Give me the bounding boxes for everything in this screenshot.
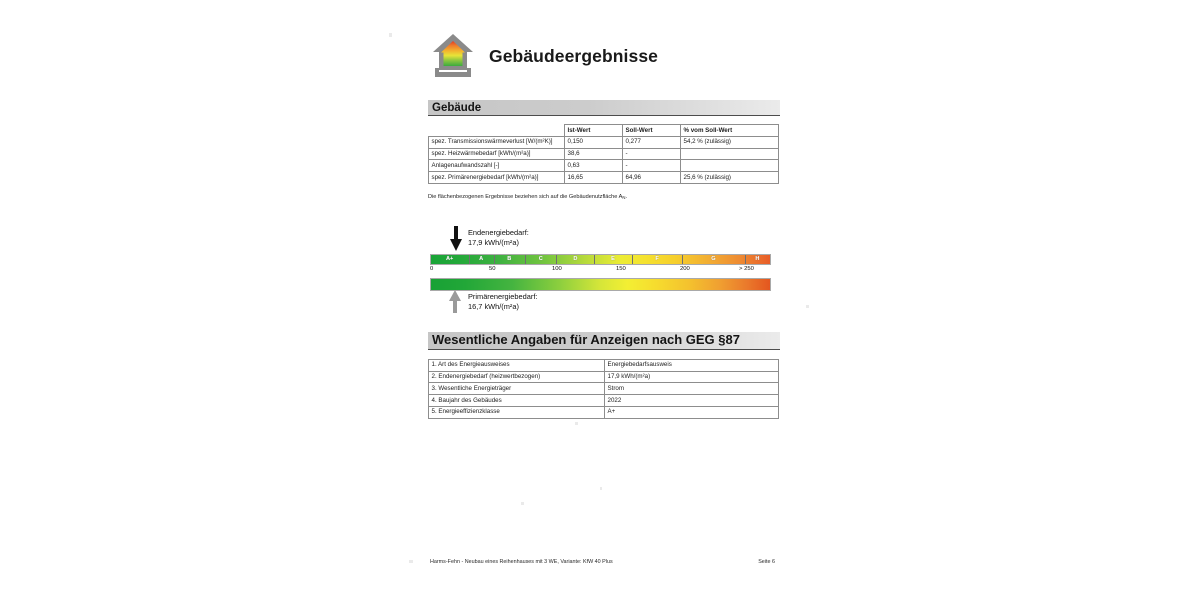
axis-tick: > 250 [739,265,754,272]
table-header-soll: Soll-Wert [623,125,681,137]
band-letter-g: G [711,256,716,263]
row-soll: 0,277 [623,136,681,148]
scan-artifact [389,33,392,37]
section-heading-geg [428,332,780,350]
row-pct [681,148,779,160]
endenergiebedarf-value: 17,9 kWh/(m²a) [468,237,519,247]
row-soll: - [623,148,681,160]
band-letter-b: B [507,256,512,263]
axis-tick: 150 [616,265,626,272]
band-divider [745,255,746,264]
row-soll: 64,96 [623,172,681,184]
band-divider [632,255,633,264]
document-content [428,30,780,419]
band-divider [494,255,495,264]
reference-area-note-subscript: N [622,194,626,200]
band-divider [556,255,557,264]
axis-tick: 100 [552,265,562,272]
geg-row-value: Energiebedarfsausweis [605,359,779,371]
primaerenergiebedarf-title: Primärenergiebedarf: [468,291,538,301]
scan-artifact [600,487,602,490]
energy-class-band [430,254,771,265]
energy-scale-chart [428,226,773,314]
primaerenergiebedarf-value: 16,7 kWh/(m²a) [468,301,519,311]
row-pct: 25,6 % (zulässig) [681,172,779,184]
row-label: spez. Transmissionswärmeverlust [W/(m²K)] [429,136,565,148]
row-label: Anlagenaufwandszahl [-] [429,160,565,172]
table-header-row [429,125,779,137]
row-soll: - [623,160,681,172]
geg-row-label: 5. Energieeffizienzklasse [429,406,605,418]
table-row [429,172,779,184]
table-row [429,406,779,418]
document-header [431,30,780,82]
row-label: spez. Primärenergiebedarf [kWh/(m²a)] [429,172,565,184]
row-ist: 0,63 [565,160,623,172]
building-results-table [428,124,779,184]
endenergiebedarf-title: Endenergiebedarf: [468,227,529,237]
geg-row-value: A+ [605,406,779,418]
footer-page-number: Seite 6 [758,559,775,565]
table-row [429,136,779,148]
section-heading-geg-label: Wesentliche Angaben für Anzeigen nach GEG §87 [432,332,740,348]
scan-artifact [575,422,578,425]
table-row [429,371,779,383]
band-letter-a-plus: A+ [445,256,454,263]
table-row [429,383,779,395]
geg-row-label: 1. Art des Energieausweises [429,359,605,371]
reference-area-note-text: Die flächenbezogenen Ergebnisse beziehen sich auf die Gebäudenutzfläche A [428,193,623,200]
band-letter-c: C [538,256,543,263]
row-ist: 0,150 [565,136,623,148]
geg-row-value: Strom [605,383,779,395]
geg-row-value: 17,9 kWh/(m²a) [605,371,779,383]
row-ist: 16,65 [565,172,623,184]
axis-tick: 50 [489,265,496,272]
house-energy-icon [431,32,475,80]
page-footer [430,559,775,565]
energy-scale-axis [430,266,771,276]
footer-project: Harms-Fehn - Neubau eines Reihenhauses mit 3 WE, Variante: KfW 40 Plus [430,559,613,565]
scan-artifact [521,502,524,505]
band-letter-f: F [655,256,659,263]
geg-row-value: 2022 [605,395,779,407]
reference-area-note [428,194,780,200]
energy-gradient-band [430,278,771,291]
band-letter-a: A [479,256,484,263]
row-ist: 38,6 [565,148,623,160]
table-row [429,395,779,407]
section-heading-building [428,100,780,116]
band-letter-d: D [573,256,578,263]
axis-tick: 0 [430,265,434,272]
geg-disclosure-table [428,359,779,419]
page-title: Gebäudeergebnisse [489,45,658,66]
scan-artifact [806,305,809,308]
geg-row-label: 4. Baujahr des Gebäudes [429,395,605,407]
row-pct: 54,2 % (zulässig) [681,136,779,148]
table-header-blank [429,125,565,137]
table-row [429,160,779,172]
table-header-pct: % vom Soll-Wert [681,125,779,137]
band-letter-h: H [755,256,760,263]
primaerenergiebedarf-label [468,292,537,312]
table-row [429,359,779,371]
table-row [429,148,779,160]
band-divider [594,255,595,264]
axis-tick: 200 [680,265,690,272]
band-letter-e: E [611,256,615,263]
band-divider [682,255,683,264]
arrow-up-icon [448,290,462,314]
row-pct [681,160,779,172]
arrow-down-icon [449,226,463,252]
section-heading-building-label: Gebäude [432,101,482,114]
endenergiebedarf-label [468,228,529,248]
table-header-ist: Ist-Wert [565,125,623,137]
scan-artifact [409,560,413,563]
row-label: spez. Heizwärmebedarf [kWh/(m²a)] [429,148,565,160]
reference-area-note-end: . [625,193,628,200]
geg-row-label: 2. Endenergiebedarf (heizwertbezogen) [429,371,605,383]
band-divider [469,255,470,264]
geg-row-label: 3. Wesentliche Energieträger [429,383,605,395]
band-divider [525,255,526,264]
